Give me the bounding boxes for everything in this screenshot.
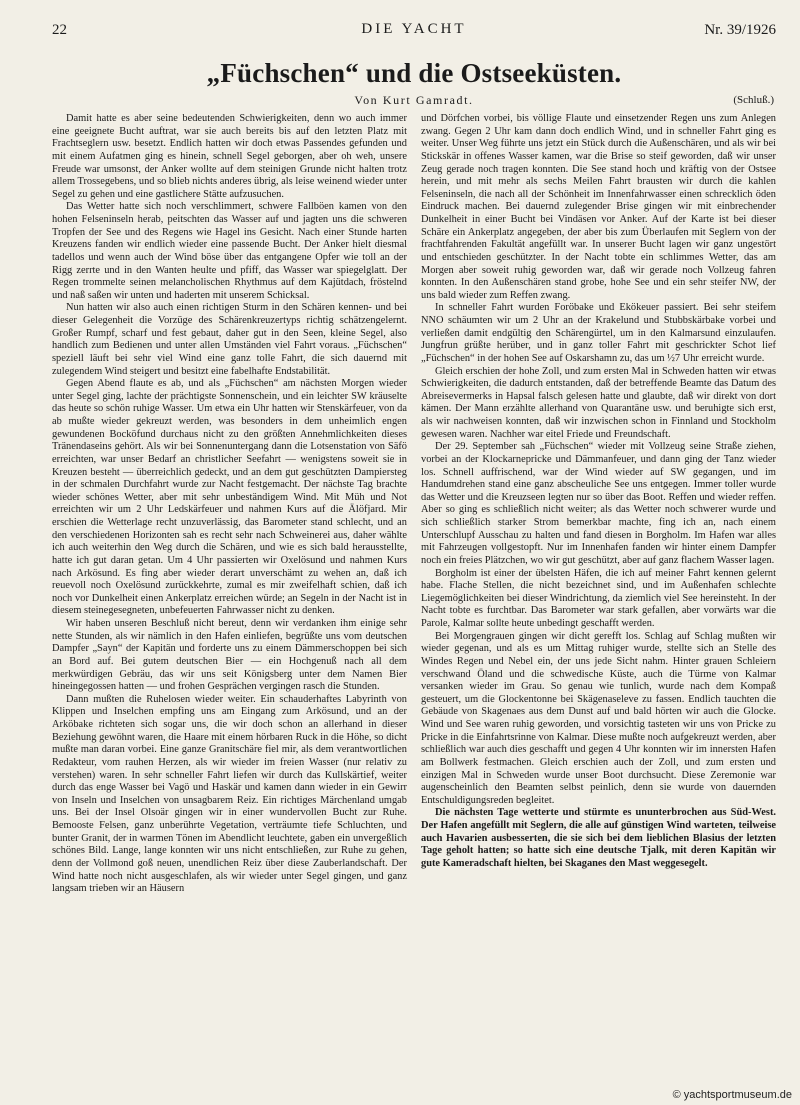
page-header (52, 18, 776, 42)
article-byline: Von Kurt Gamradt. (354, 93, 474, 107)
paragraph: und Dörfchen vorbei, bis völlige Flaute und einsetzender Regen uns zum Anlegen zwang. Gegen 2 Uhr kam dann doch endlich Wind, und in schneller Fahrt ging es weiter. Unser Weg führte uns jetzt ein Stück durch die Außenschären, und als wir bei Stickskär in offenes Wasser kamen, war die Brise so steif geworden, daß wir unser Zeug gerade noch tragen konnten. Die See stand hoch und kräftig von der Ostsee herein, und mit mehr als sechs Meilen Fahrt brausten wir durch die kahlen Felseninseln, die nach all der Schönheit im Innenfahrwasser einen schrecklich öden Eindruck machen. Bei dauernd zulegender Brise gingen wir mit einbrechender Dunkelheit in einer Bucht bei Vindäsen vor Anker. Auf der Karte ist bei dieser Schäre ein Ankerplatz angegeben, der aber bis zum Überlaufen mit Seglern von der frachtfahrenden Fakultät angefüllt war. In unserer Bucht lagen wir ganz ungestört und entschieden geschützter. In der Nacht tobte ein schlimmes Wetter, das am Morgen aber soweit ruhig geworden war, daß wir gerade noch Vollzeug fahren konnten. In den Außenschären stand grobe, hohe See und ein sehr steifer NW, der uns bald wieder zum Reffen zwang. (421, 113, 776, 301)
paragraph: Das Wetter hatte sich noch verschlimmert, schwere Fallböen kamen von den hohen Felseninseln herab, peitschten das Wasser auf und jagten uns die schweren Tropfen der See und des Regens wie Hagel ins Gesicht. Nach einer Stunde harten Kreuzens fanden wir endlich wieder eine passende Bucht. Der Anker hielt diesmal tadellos und wenn auch der Wind böse über das entgangene Opfer wie toll an der Rigg zerrte und in den Wanten heulte und pfiff, das Wasser war spiegelglatt. Der Regen trommelte seinen melancholischen Rhythmus auf dem Kajütdach, fröstelnd und naß saßen wir unten und haderten mit unserem Schicksal. (52, 201, 407, 301)
paragraph: Damit hatte es aber seine bedeutenden Schwierigkeiten, denn wo auch immer eine geeignete Bucht auftrat, war sie auch bereits bis auf den letzten Platz mit Frachtseglern usw. besetzt. Endlich hatten wir doch etwas Passendes gefunden und mit einem Aufatmen ging es hinein, schnell Segel geborgen, aber oh weh, unsere Freude war umsonst, der Anker wollte auf dem steinigen Grunde nicht halten trotz allem Trossegebens, und so blieb nichts anderes übrig, als leise weinend wieder unter Segel zu gehen und eine gastlichere Stätte aufzusuchen. (52, 113, 407, 200)
paragraph: Dann mußten die Ruhelosen wieder weiter. Ein schauderhaftes Labyrinth von Klippen und Inselchen empfing uns am Eingang zum Arkösund, und an der Arköbake richteten sich sogar uns, die wir doch schon an allerhand in dieser Beziehung gewöhnt waren, die Haare mit einem hörbaren Ruck in die Höhe, so dicht mußte man daran vorbei. Eine ganze Granitschäre fiel mir, als dem verantwortlichen Redakteur, vom rauhen Herzen, als wir wieder im freien Wasser (nur relativ zu verstehen) waren. In sehr schneller Fahrt liefen wir durch das Kullskärtief, weiter durch das enge Wasser bei Vagö und Haskär und kamen dann wieder in ein Gewirr von Inseln und Inselchen von unsagbarem Reiz. Ein richtiges Märchenland umgab uns. Bei der Insel Olsoär gingen wir in einer wundervollen Bucht zur Ruhe. Bemooste Felsen, ganz unberührte Vegetation, verträumte tiefe Schluchten, und bunter Granit, der in warmen Tönen im Abendlicht leuchtete, gaben ein unvergeßlich schönes Bild. Lange, lange konnten wir uns nicht entschließen, zur Ruhe zu gehen, denn der Vollmond goß neuen, unendlichen Reiz über diese Zauberlandschaft. Der Wind hatte noch nicht ausgeschlafen, als wir wieder unter Segel gingen, und ganz langsam trieben wir an Häusern (52, 693, 407, 895)
issue-number: Nr. 39/1926 (704, 22, 776, 38)
article-body (52, 113, 776, 1063)
paragraph: Der 29. September sah „Füchschen“ wieder mit Vollzeug seine Straße ziehen, vorbei an der Klockarnepricke und Dämmanfeuer, und dann ging der Tanz wieder los. Schnell auffrischend, war der Wind wieder auf SW gegangen, und im Handumdrehen stand eine ganz abscheuliche See uns entgegen. Immer toller wurde das Wetter und die Kreuzseen legten nur so über das Boot. Reffen und wieder reffen. Aber so ging es schließlich nicht weiter; als das Wetter noch schwerer wurde und sich schließlich starker Strom bemerkbar machte, fing ich an, nach einem Unterschlupf Ausschau zu halten und fand diesen in Borgholm. Im Hafen war alles mit Fahrzeugen vollgestopft. Nur im Innenhafen fanden wir hinter einem Dampfer noch ein freies Plätzchen, wo wir gut geschützt, aber auf ganz flachem Wasser lagen. (421, 441, 776, 566)
paragraph: Nun hatten wir also auch einen richtigen Sturm in den Schären kennen- und bei dieser Gelegenheit die Vorzüge des Schärenkreuzertyps richtig schätzengelernt. Großer Rumpf, scharf und fest gebaut, daher gut in den Seen, kleine Segel, also handlich zum Bedienen und unter allen Umständen viel Fahrt voraus. „Füchschen“ speziell läuft bei sehr viel Wind eine ganz tolle Fahrt, die sich dauernd mit zulegendem Wind steigert und besitzt eine fabelhafte Endstabilität. (52, 302, 407, 377)
right-column (421, 113, 776, 1063)
paragraph: In schneller Fahrt wurden Foröbake und Ekökeuer passiert. Bei sehr steifem NNO schäumten wir um 2 Uhr an der Krakelund und Stubbskärbake vorbei und verließen damit endgültig den Schärengürtel, um in den Kalmarsund einzulaufen. Jungfrun grüßte herüber, und in ganz toller Fahrt mit geschrickter Schot lief „Füchschen“ in der hohen See auf Oskarshamn zu, das um ½7 Uhr erreicht wurde. (421, 302, 776, 364)
paragraph: Die nächsten Tage wetterte und stürmte es ununterbrochen aus Süd-West. Der Hafen angefüllt mit Seglern, die alle auf günstigen Wind warteten, teilweise auch Havarien ausbesserten, die sie sich bei dem lieblichen Blasius der letzten Tage geholt hatten; so hatte sich eine deutsche Tjalk, mit deren Kapitän wir gute Kameradschaft hielten, bei Skaganes den Mast weggesegelt. (421, 807, 776, 869)
article-title: „Füchschen“ und die Ostseeküsten. (206, 58, 622, 88)
paragraph: Bei Morgengrauen gingen wir dicht gerefft los. Schlag auf Schlag mußten wir wieder gegenan, und als es um Mittag ruhiger wurde, stellte sich an Stelle des Windes Regen und Nebel ein, der uns jede Sicht nahm. Hinter grauen Schleiern verschwand Öland und die schwedische Küste, auch die Türme von Kalmar versanken wieder im Grau. So genau wie tunlich, wurde nach dem Kompaß gesteuert, um die Glockentonne bei Skägenaseleve zu fassen. Endlich tauchten die Gebäude von Skagenaes aus dem Dunst auf und bald hörten wir auch die Glocke. Wind und See waren ruhig geworden, und vorsichtig tasteten wir uns von Pricke zu Pricke in die Einfahrtsrinne von Kalmar. Diese mußte noch aufgekreuzt werden, aber schließlich war auch dies geschafft und gegen 4 Uhr konnten wir im innersten Hafen am Bollwerk festmachen. Gleich erschien auch der Zoll, und zum ersten und einzigen Mal in Schweden wurde unser Boot durchsucht. Diese Zeremonie war augenscheinlich den Beamten selbst peinlich, denn sie wurde von dauernden Entschuldigungsreden begleitet. (421, 630, 776, 806)
concluded-note: (Schluß.) (733, 94, 774, 106)
paragraph: Gleich erschien der hohe Zoll, und zum ersten Mal in Schweden hatten wir etwas Schwierigkeiten, die dadurch entstanden, daß der betreffende Beamte das Datum des Abreisevermerks in Hapsal falsch gelesen hatte und glaubte, daß wir direkt von dort kämen. Der Mann erzählte allerhand von Quarantäne usw. und beruhigte sich erst, als wir nachweisen konnten, daß wir inzwischen schon in Finnland und Stockholm gewesen waren. Nachher war eitel Friede und Freundschaft. (421, 365, 776, 440)
watermark: © yachtsportmuseum.de (672, 1089, 792, 1101)
paragraph: Borgholm ist einer der übelsten Häfen, die ich auf meiner Fahrt kennen gelernt habe. Flache Stellen, die nicht bezeichnet sind, und im Außenhafen schlechte Liegemöglichkeiten bei dieser Windrichtung, da ziemlich viel See hereinsteht. In der Nacht tobte es furchtbar. Das Barometer war stark gefallen, aber vorwärts war die Parole, Kalmar sollte heute unbedingt geschafft werden. (421, 567, 776, 629)
journal-name: DIE YACHT (361, 21, 467, 37)
left-column (52, 113, 407, 1063)
paragraph: Gegen Abend flaute es ab, und als „Füchschen“ am nächsten Morgen wieder unter Segel ging, lachte der prächtigste Sonnenschein, und ein leichter SW kräuselte das heute so schön ruhige Wasser. Um etwa ein Uhr hatten wir Stenskärfeuer, von da ab mußte wieder gekreuzt werden, was besonders in dem unheimlich engen gewundenen Bocköfund durchaus nicht zu den größten Annehmlichkeiten dieses Tränendaseins gehört. Als wir bei Sonnenuntergang dann die Lotsenstation von Säfö erreichten, war unser Bedarf an christlicher Seefahrt — wenigstens soweit sie in Kreuzen besteht — überreichlich gedeckt, und an dem gut geschützten Dampiersteg in der schmalen Durchfahrt wurde zur Nacht festgemacht. Der nächste Tag brachte wieder schönes Wetter, aber mit sehr unbeständigem Wind. Mit Müh und Not erreichten wir um 2 Uhr Ledskärfeuer und nahmen Kurs auf die Älöfjard. Mir erschien die Wetterlage recht unzuverlässig, das Barometer stand schlecht, und an den verschiedenen Horizonten sah es recht sehr nach Schweinerei aus, daher wählte ich auch weiterhin den Weg durch die Schären, und wie es sich bald herausstellte, hatte ich gut daran getan. Um 4 Uhr passierten wir Oxelösund und nahmen Kurs nach Arkösund. Es fing aber wieder derart unverschämt zu wehen an, daß ich reuevoll noch Oxelösund zurückkehrte, zumal es mir zweifelhaft schien, daß ich noch vor Dunkelheit einen Ankerplatz erreichen würde; an Segeln in der Nacht ist in diesem steinegesegneten, unbefeuerten Fahrwasser nicht zu denken. (52, 378, 407, 617)
page-number: 22 (52, 22, 67, 38)
paragraph: Wir haben unseren Beschluß nicht bereut, denn wir verdanken ihm einige sehr nette Stunden, als wir nämlich in den Hafen einliefen, begrüßte uns vom deutschen Dampfer „Sayn“ der Kapitän und forderte uns zu einem Dämmerschoppen bei sich an Bord auf. Bei gutem deutschen Bier — ein Hochgenuß nach all dem merkwürdigen Gebräu, das wir uns seit Königsberg unter dem Namen Bier hineingegossen hatten — und frohen Gesprächen vergingen rasch die Stunden. (52, 618, 407, 693)
